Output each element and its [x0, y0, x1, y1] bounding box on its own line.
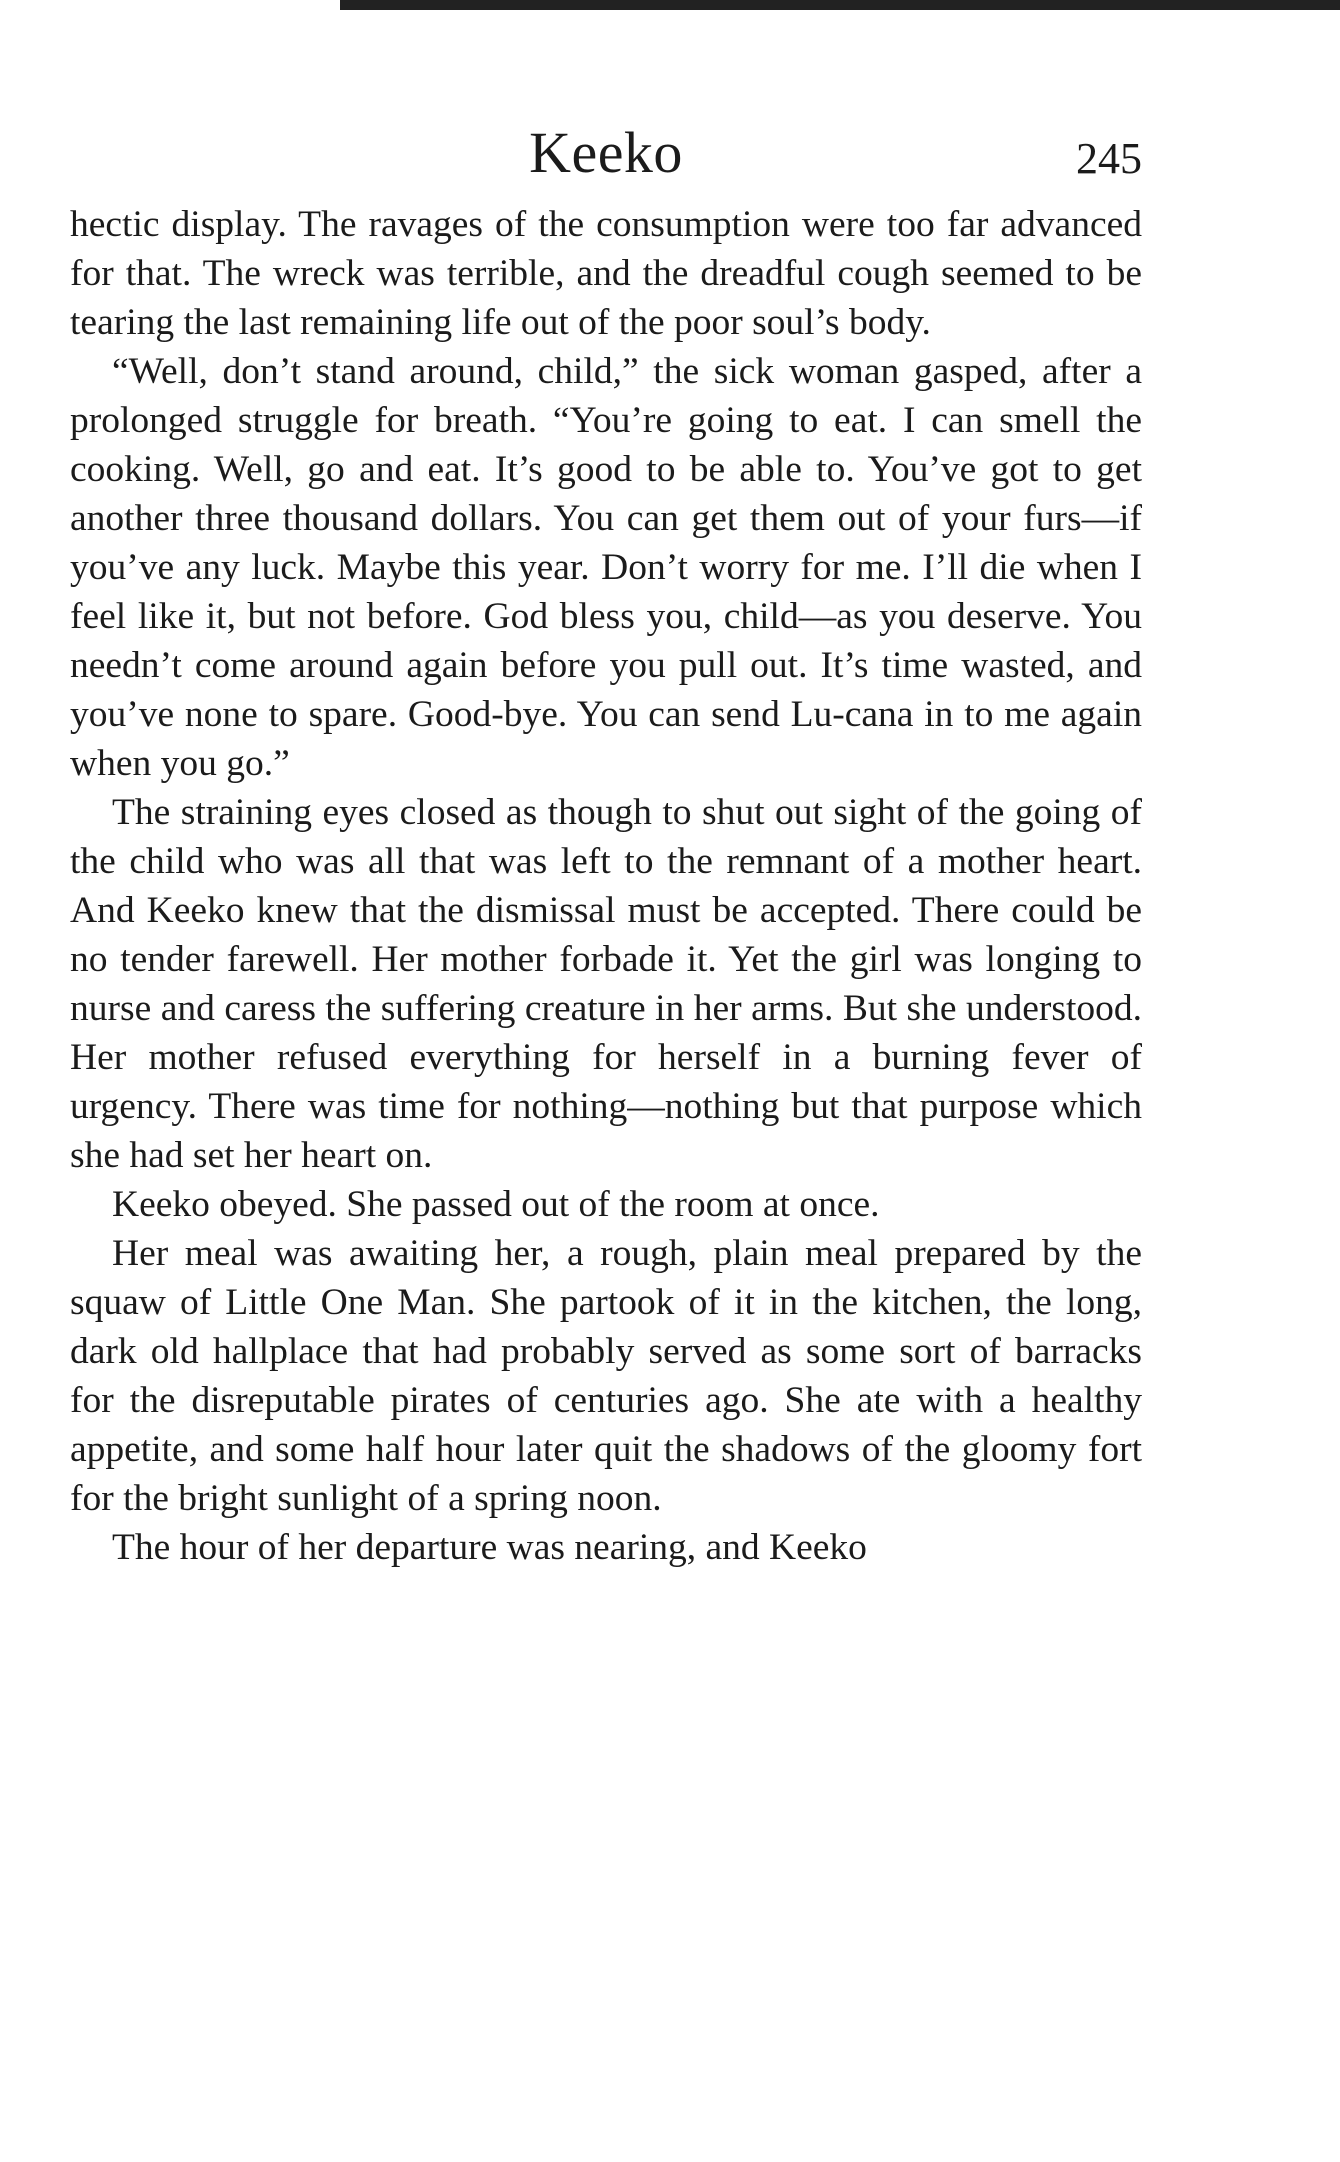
page-number: 245: [1076, 134, 1142, 183]
book-page: [70, 112, 1142, 1572]
paragraph-3: The straining eyes closed as though to shut out sight of the going of the child who was all that was left to the remnant of a mother heart. And Keeko knew that the dismissal must be accepted. There could be no tender farewell. Her mother forbade it. Yet the girl was longing to nurse and caress the suffering creature in her arms. But she understood. Her mother refused everything for herself in a burning fever of urgency. There was time for nothing—nothing but that purpose which she had set her heart on.: [70, 792, 1142, 1176]
running-title: Keeko: [529, 120, 683, 185]
body-text: [70, 200, 1142, 1572]
paragraph-5: Her meal was awaiting her, a rough, plain meal prepared by the squaw of Little One Man. She partook of it in the kitchen, the long, dark old hallplace that had probably served as some sort of barracks for the disreputable pirates of centuries ago. She ate with a healthy appetite, and some half hour later quit the shadows of the gloomy fort for the bright sunlight of a spring noon.: [70, 1233, 1142, 1519]
running-head: [70, 112, 1142, 194]
top-border-rule: [340, 0, 1340, 10]
paragraph-4: Keeko obeyed. She passed out of the room at once.: [112, 1184, 880, 1225]
paragraph-2: “Well, don’t stand around, child,” the sick woman gasped, after a prolonged struggle for breath. “You’re going to eat. I can smell the cooking. Well, go and eat. It’s good to be able to. You’ve got to get another three thousand dollars. You can get them out of your furs—if you’ve any luck. Maybe this year. Don’t worry for me. I’ll die when I feel like it, but not before. God bless you, child—as you deserve. You needn’t come around again before you pull out. It’s time wasted, and you’ve none to spare. Good-bye. You can send Lu-cana in to me again when you go.”: [70, 351, 1142, 784]
paragraph-1: hectic display. The ravages of the consumption were too far advanced for that. The wreck was terrible, and the dreadful cough seemed to be tearing the last remaining life out of the poor soul’s body.: [70, 204, 1142, 343]
paragraph-6: The hour of her departure was nearing, and Keeko: [112, 1527, 867, 1568]
